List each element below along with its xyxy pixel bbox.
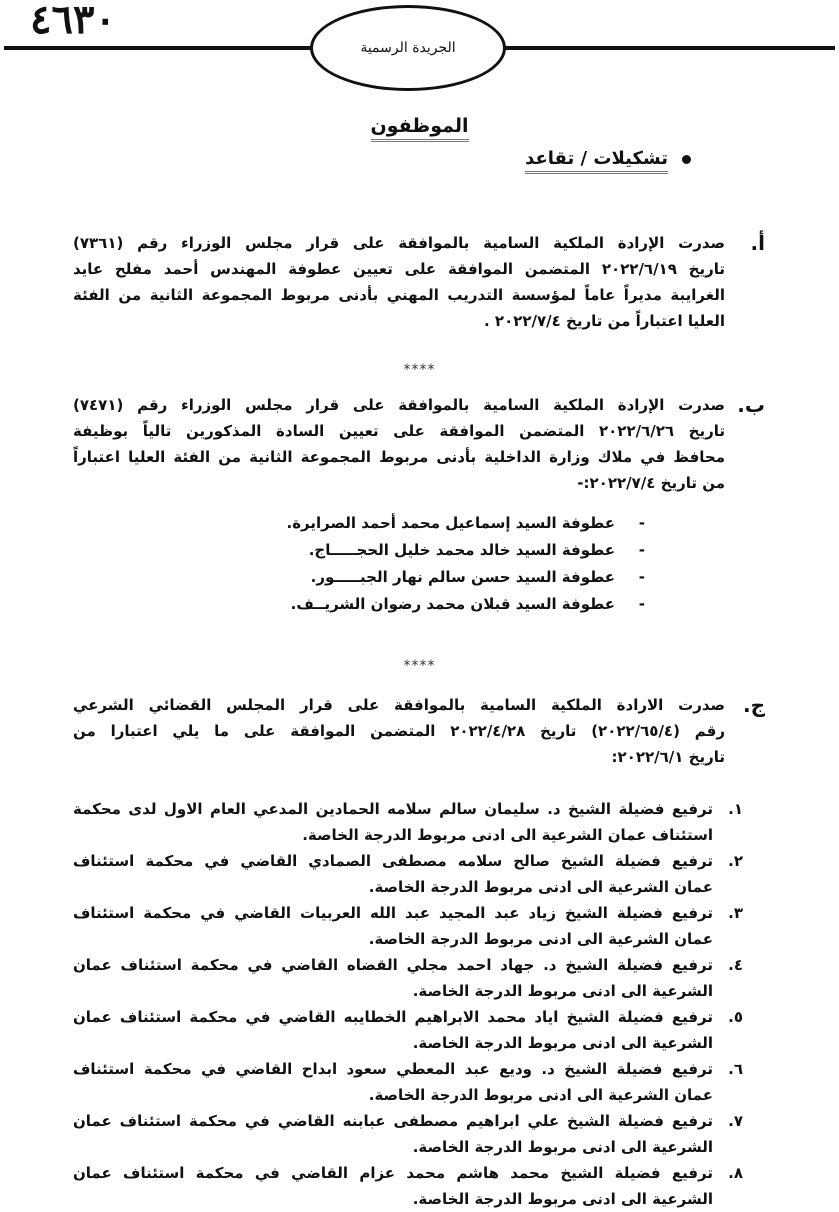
list-item	[287, 537, 646, 564]
text-line: ترفيع فضيلة الشيخ د. جهاد احمد مجلي القضاه القاضي في محكمة استئناف عمان	[73, 956, 713, 974]
item-number: ٢.	[728, 852, 743, 870]
text-line: تاريخ ٢٠٢٢/٦/١:	[611, 748, 725, 766]
text-line: عمان الشرعية الى ادنى مربوط الدرجة الخاصة.	[368, 930, 713, 948]
item-number: ٧.	[728, 1112, 743, 1130]
paragraph-a	[73, 230, 765, 334]
text-line: الغرايبة مديراً عاماً لمؤسسة التدريب المهني بأدنى مربوط المجموعة الثانية من الفئة	[73, 286, 725, 304]
list-item	[73, 848, 743, 900]
item-number: ٤.	[728, 956, 743, 974]
appointee-name: عطوفة السيد قبلان محمد رضوان الشريــف.	[290, 595, 615, 613]
text-line: الشرعية الى ادنى مربوط الدرجة الخاصة.	[412, 1190, 713, 1208]
paragraph-b	[73, 392, 765, 496]
paragraph-c	[73, 692, 765, 770]
text-line: ترفيع فضيلة الشيخ محمد هاشم محمد عزام القاضي في محكمة استئناف عمان	[73, 1164, 713, 1182]
subsection-heading	[525, 148, 691, 169]
text-line: صدرت الإرادة الملكية السامية بالموافقة على قرار مجلس الوزراء رقم (٧٤٧١)	[73, 396, 725, 414]
text-line: ترفيع فضيلة الشيخ صالح سلامه مصطفى الصمادي القاضي في محكمة استئناف	[73, 852, 713, 870]
section-title: الموظفون	[0, 115, 839, 137]
subsection-title: تشكيلات / تقاعد	[525, 148, 668, 174]
page-number: ٤٦٣٠	[30, 0, 116, 43]
text-line: ترفيع فضيلة الشيخ علي ابراهيم مصطفى عبابنه القاضي في محكمة استئناف عمان	[73, 1112, 713, 1130]
separator: ****	[403, 658, 436, 674]
text-line: ترفيع فضيلة الشيخ زياد عبد المجيد عبد الله العربيات القاضي في محكمة استئناف	[73, 904, 713, 922]
list-item	[73, 900, 743, 952]
appointees-list	[287, 510, 646, 618]
list-item	[73, 796, 743, 848]
text-line: تاريخ ٢٠٢٢/٦/٢٦ المتضمن الموافقة على تعيين السادة المذكورين تالياً بوظيفة	[73, 422, 725, 440]
dash-marker: -	[638, 541, 645, 559]
item-number: ٨.	[728, 1164, 743, 1182]
list-item	[287, 510, 646, 537]
gazette-name: الجريدة الرسمية	[360, 40, 456, 56]
bullet-icon	[682, 155, 691, 164]
text-line: ترفيع فضيلة الشيخ د. وديع عبد المعطي سعود ابداح القاضي في محكمة استئناف	[73, 1060, 713, 1078]
text-line: رقم (٢٠٢٢/٦٥/٤) تاريخ ٢٠٢٢/٤/٢٨ المتضمن الموافقة على ما يلي اعتبارا من	[73, 722, 725, 740]
list-item	[73, 1004, 743, 1056]
text-line: من تاريخ ٢٠٢٢/٧/٤:-	[577, 474, 725, 492]
text-line: تاريخ ٢٠٢٢/٦/١٩ المتضمن الموافقة على تعيين عطوفة المهندس أحمد مفلح عايد	[73, 260, 725, 278]
text-line: صدرت الارادة الملكية السامية بالموافقة على قرار المجلس القضائي الشرعي	[73, 696, 725, 714]
separator: ****	[403, 362, 436, 378]
item-number: ٣.	[728, 904, 743, 922]
text-line: استئناف عمان الشرعية الى ادنى مربوط الدرجة الخاصة.	[302, 826, 713, 844]
dash-marker: -	[638, 568, 645, 586]
paragraph-label: أ.	[750, 231, 765, 255]
text-line: ترفيع فضيلة الشيخ د. سليمان سالم سلامه الحمادين المدعي العام الاول لدى محكمة	[73, 800, 713, 818]
text-line: الشرعية الى ادنى مربوط الدرجة الخاصة.	[412, 1034, 713, 1052]
text-line: عمان الشرعية الى ادنى مربوط الدرجة الخاصة.	[368, 1086, 713, 1104]
text-line: الشرعية الى ادنى مربوط الدرجة الخاصة.	[412, 1138, 713, 1156]
appointee-name: عطوفة السيد إسماعيل محمد أحمد الصرايرة.	[286, 514, 615, 532]
text-line: عمان الشرعية الى ادنى مربوط الدرجة الخاصة.	[368, 878, 713, 896]
list-item	[73, 1160, 743, 1212]
item-number: ١.	[728, 800, 743, 818]
item-number: ٦.	[728, 1060, 743, 1078]
item-number: ٥.	[728, 1008, 743, 1026]
list-item	[73, 1108, 743, 1160]
gazette-emblem-oval	[310, 5, 506, 91]
text-line: صدرت الإرادة الملكية السامية بالموافقة على قرار مجلس الوزراء رقم (٧٣٦١)	[73, 234, 725, 252]
text-line: محافظ في ملاك وزارة الداخلية بأدنى مربوط المجموعة الثانية من الفئة العليا اعتباراً	[73, 448, 725, 466]
list-item	[287, 564, 646, 591]
appointee-name: عطوفة السيد خالد محمد خليل الحجـــــاج.	[308, 541, 615, 559]
list-item	[73, 952, 743, 1004]
text-line: العليا اعتباراً من تاريخ ٢٠٢٢/٧/٤ .	[484, 312, 725, 330]
dash-marker: -	[638, 595, 645, 613]
text-line: ترفيع فضيلة الشيخ اياد محمد الابراهيم الخطايبه القاضي في محكمة استئناف عمان	[73, 1008, 713, 1026]
text-line: الشرعية الى ادنى مربوط الدرجة الخاصة.	[412, 982, 713, 1000]
dash-marker: -	[638, 514, 645, 532]
list-item	[73, 1056, 743, 1108]
paragraph-label: ب.	[737, 393, 765, 417]
promotions-list	[73, 796, 743, 1212]
list-item	[287, 591, 646, 618]
paragraph-label: ج.	[742, 693, 765, 717]
appointee-name: عطوفة السيد حسن سالم نهار الجبـــــور.	[310, 568, 615, 586]
